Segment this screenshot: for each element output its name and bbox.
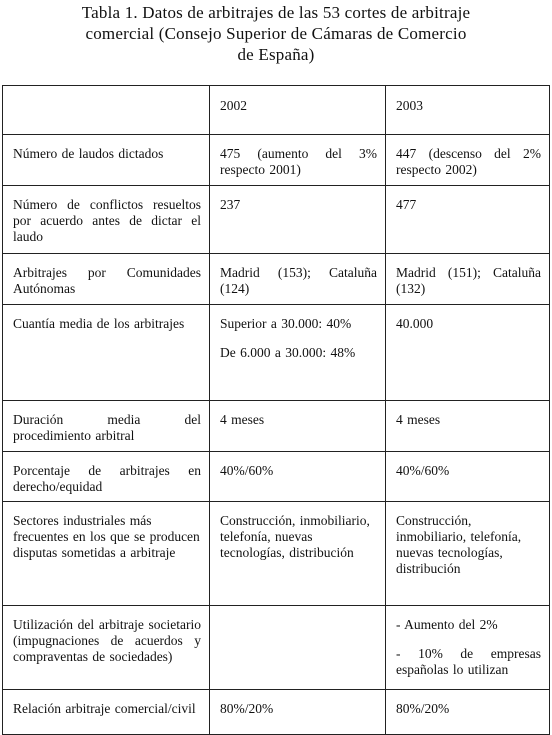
caption-line-3: de España): [237, 45, 315, 64]
table-row: [3, 690, 550, 735]
table-row: [3, 186, 550, 254]
value-2003-text: 477: [396, 197, 417, 212]
value-2003-text: 40.000: [396, 316, 434, 331]
row-label: [3, 606, 210, 690]
value-2003-text: - Aumento del 2%: [396, 617, 498, 632]
value-2002-text: 237: [220, 197, 241, 212]
value-2002-text: 4 meses: [220, 412, 265, 427]
row-label: [3, 502, 210, 606]
value-2003: [386, 606, 550, 690]
table-row: [3, 401, 550, 452]
value-2003-text: Madrid (151); Cataluña (132): [396, 265, 541, 296]
header-cell-2002: 2002: [210, 86, 386, 135]
header-cell-2003: 2003: [386, 86, 550, 135]
value-2003-text: - 10% de empresas españolas lo utilizan: [396, 646, 541, 677]
value-2002: [210, 305, 386, 401]
value-2002: [210, 690, 386, 735]
value-2002-text: Madrid (153); Cataluña (124): [220, 265, 377, 296]
value-2003: [386, 502, 550, 606]
row-label-text: Arbitrajes por Comunidades Autónomas: [13, 265, 201, 296]
table-row: [3, 606, 550, 690]
table-header-row: [3, 86, 550, 135]
row-label-text: Número de laudos dictados: [13, 146, 164, 161]
value-2002-text: De 6.000 a 30.000: 48%: [220, 345, 356, 360]
value-2003: [386, 305, 550, 401]
table-row: [3, 502, 550, 606]
row-label: [3, 305, 210, 401]
table-row: [3, 452, 550, 502]
value-2002: [210, 502, 386, 606]
row-label-text: Utilización del arbitraje societario (impugnaciones de acuerdos y compraventas de sociedades): [13, 617, 201, 664]
table-row: [3, 135, 550, 186]
header-cell-empty: [3, 86, 210, 135]
value-2002-text: 475 (aumento del 3% respecto 2001): [220, 146, 377, 177]
value-2003-text: Construcción, inmobiliario, telefonía, nuevas tecnologías, distribución: [396, 513, 522, 576]
row-label-text: Sectores industriales más frecuentes en los que se producen disputas sometidas a arbitraje: [13, 513, 200, 560]
caption-line-1: Tabla 1. Datos de arbitrajes de las 53 cortes de arbitraje: [81, 3, 471, 22]
value-2003-text: 80%/20%: [396, 701, 450, 716]
value-2002: [210, 606, 386, 690]
value-2003: [386, 254, 550, 305]
value-2002-text: Superior a 30.000: 40%: [220, 316, 352, 331]
value-2003: [386, 135, 550, 186]
row-label-text: Relación arbitraje comercial/civil: [13, 701, 196, 716]
value-2002: [210, 135, 386, 186]
value-2002-text: 80%/20%: [220, 701, 274, 716]
value-2002: [210, 452, 386, 502]
value-2003: [386, 401, 550, 452]
value-2003-text: 40%/60%: [396, 463, 450, 478]
value-2003: [386, 690, 550, 735]
caption-line-2: comercial (Consejo Superior de Cámaras de Comercio: [85, 24, 467, 43]
row-label-text: Cuantía media de los arbitrajes: [13, 316, 185, 331]
value-2002: [210, 186, 386, 254]
row-label: [3, 401, 210, 452]
table-row: [3, 305, 550, 401]
row-label: [3, 690, 210, 735]
row-label-text: Número de conflictos resueltos por acuerdo antes de dictar el laudo: [13, 197, 201, 244]
value-2002-text: Construcción, inmobiliario, telefonía, nuevas tecnologías, distribución: [220, 513, 370, 560]
value-2003: [386, 186, 550, 254]
row-label: [3, 254, 210, 305]
row-label: [3, 135, 210, 186]
value-2002-text: 40%/60%: [220, 463, 274, 478]
arbitration-data-table: [2, 85, 550, 735]
table-row: [3, 254, 550, 305]
table-caption: [0, 2, 552, 65]
row-label: [3, 452, 210, 502]
row-label-text: Porcentaje de arbitrajes en derecho/equidad: [13, 463, 201, 494]
row-label: [3, 186, 210, 254]
value-2002: [210, 254, 386, 305]
value-2002: [210, 401, 386, 452]
value-2003: [386, 452, 550, 502]
value-2003-text: 4 meses: [396, 412, 441, 427]
value-2003-text: 447 (descenso del 2% respecto 2002): [396, 146, 541, 177]
row-label-text: Duración media del procedimiento arbitral: [13, 412, 201, 443]
